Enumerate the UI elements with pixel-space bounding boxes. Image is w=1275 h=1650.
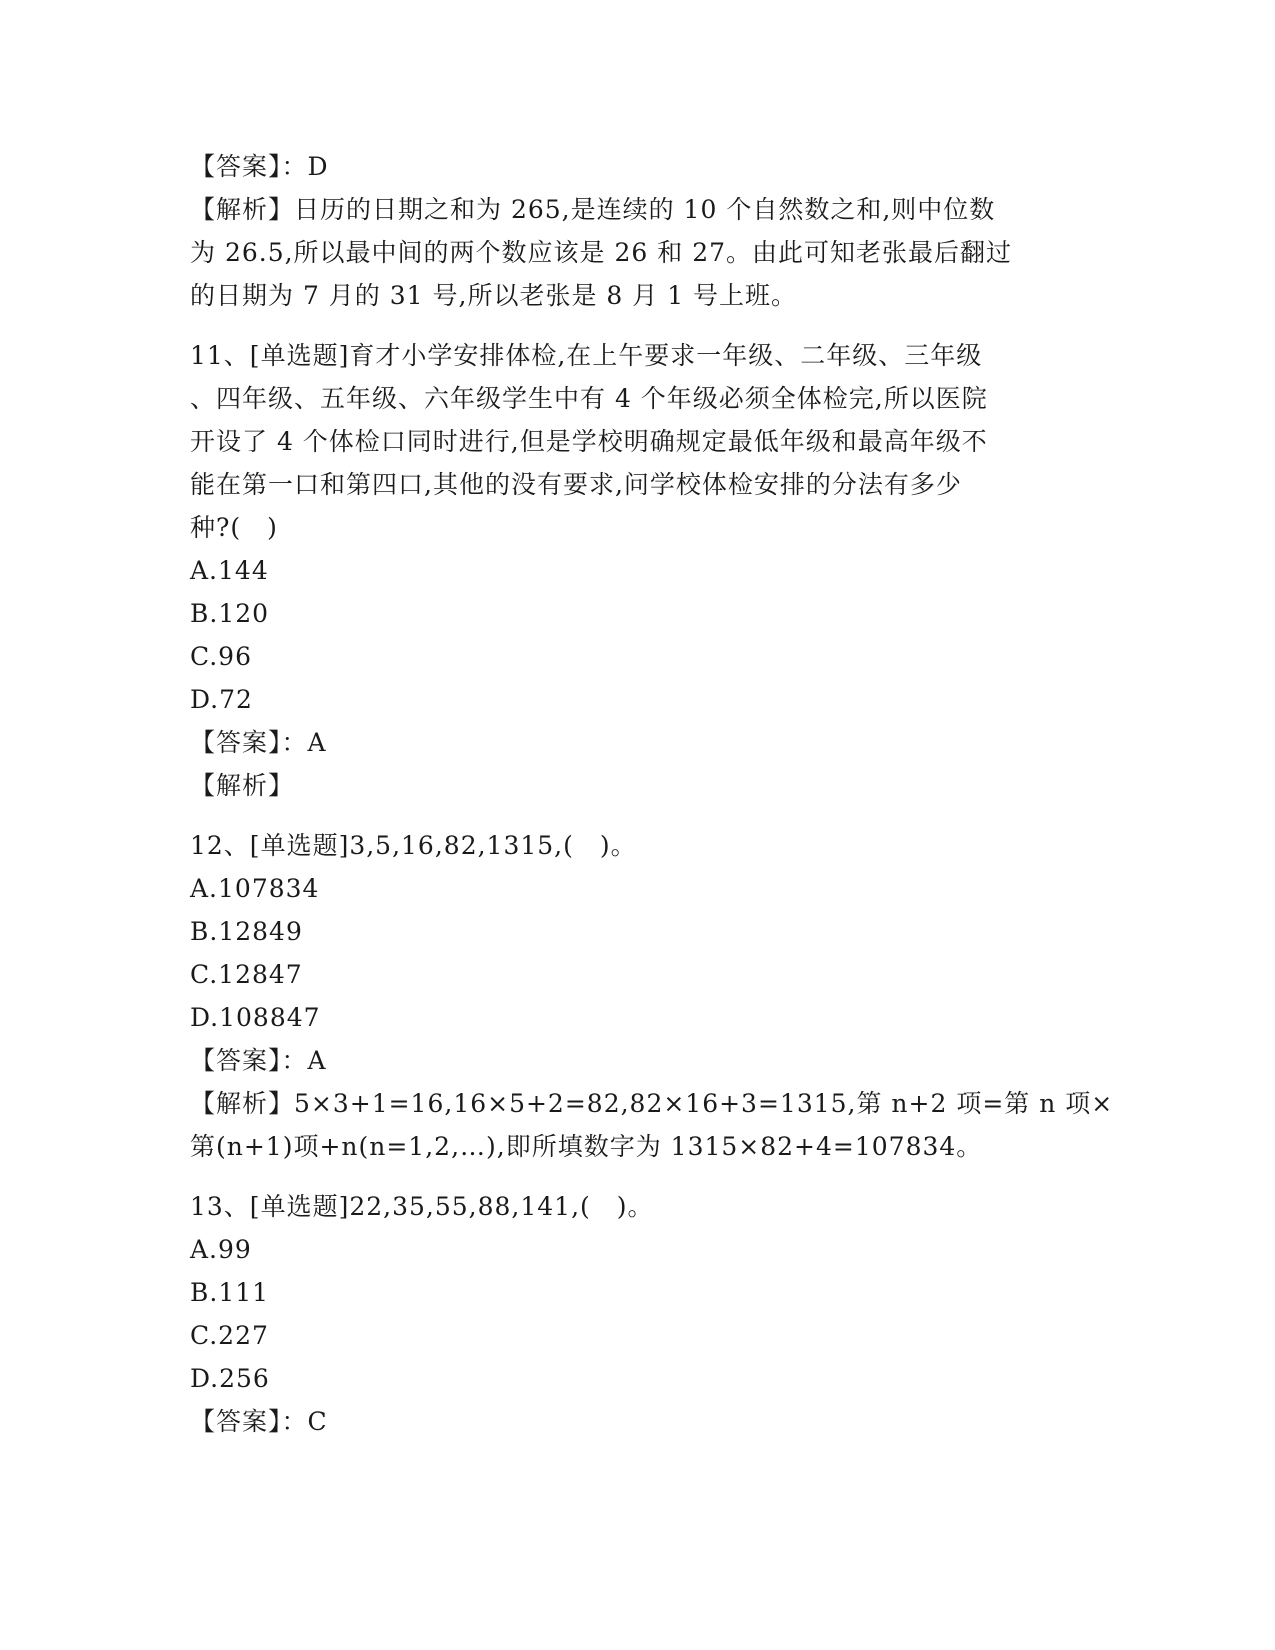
option-a: A.99 — [190, 1235, 252, 1264]
answer-line: 【答案】：D — [190, 152, 329, 181]
question-stem-line: 11、[单选题]育才小学安排体检,在上午要求一年级、二年级、三年级 — [190, 341, 983, 370]
question-11 — [190, 334, 1075, 807]
question-stem-line: 13、[单选题]22,35,55,88,141,( )。 — [190, 1192, 654, 1221]
prev-question-block — [190, 145, 1075, 317]
document-page — [190, 145, 1114, 1443]
question-stem-line: 12、[单选题]3,5,16,82,1315,( )。 — [190, 831, 637, 860]
option-d: D.256 — [190, 1364, 270, 1393]
option-c: C.96 — [190, 642, 252, 671]
answer-line: 【答案】：C — [190, 1407, 328, 1436]
option-d: D.108847 — [190, 1003, 321, 1032]
question-stem-line: 种?( ) — [190, 513, 278, 542]
analysis-line: 【解析】5×3+1=16,16×5+2=82,82×16+3=1315,第 n+2 项=第 n 项× — [190, 1089, 1114, 1118]
option-c: C.227 — [190, 1321, 269, 1350]
question-stem-line: 开设了 4 个体检口同时进行,但是学校明确规定最低年级和最高年级不 — [190, 427, 988, 456]
question-12 — [190, 824, 1114, 1168]
question-13 — [190, 1185, 1075, 1443]
analysis-line: 【解析】日历的日期之和为 265,是连续的 10 个自然数之和,则中位数 — [190, 195, 996, 224]
analysis-line: 为 26.5,所以最中间的两个数应该是 26 和 27。由此可知老张最后翻过 — [190, 238, 1013, 267]
question-stem-line: 、四年级、五年级、六年级学生中有 4 个年级必须全体检完,所以医院 — [190, 384, 988, 413]
question-stem-line: 能在第一口和第四口,其他的没有要求,问学校体检安排的分法有多少 — [190, 470, 962, 499]
option-b: B.111 — [190, 1278, 270, 1307]
analysis-line: 【解析】 — [190, 771, 295, 800]
answer-line: 【答案】：A — [190, 728, 327, 757]
option-b: B.12849 — [190, 917, 303, 946]
option-a: A.144 — [190, 556, 269, 585]
option-c: C.12847 — [190, 960, 303, 989]
analysis-line: 的日期为 7 月的 31 号,所以老张是 8 月 1 号上班。 — [190, 281, 798, 310]
option-d: D.72 — [190, 685, 253, 714]
option-b: B.120 — [190, 599, 270, 628]
answer-line: 【答案】：A — [190, 1046, 327, 1075]
option-a: A.107834 — [190, 874, 320, 903]
analysis-line: 第(n+1)项+n(n=1,2,…),即所填数字为 1315×82+4=107834。 — [190, 1132, 983, 1161]
